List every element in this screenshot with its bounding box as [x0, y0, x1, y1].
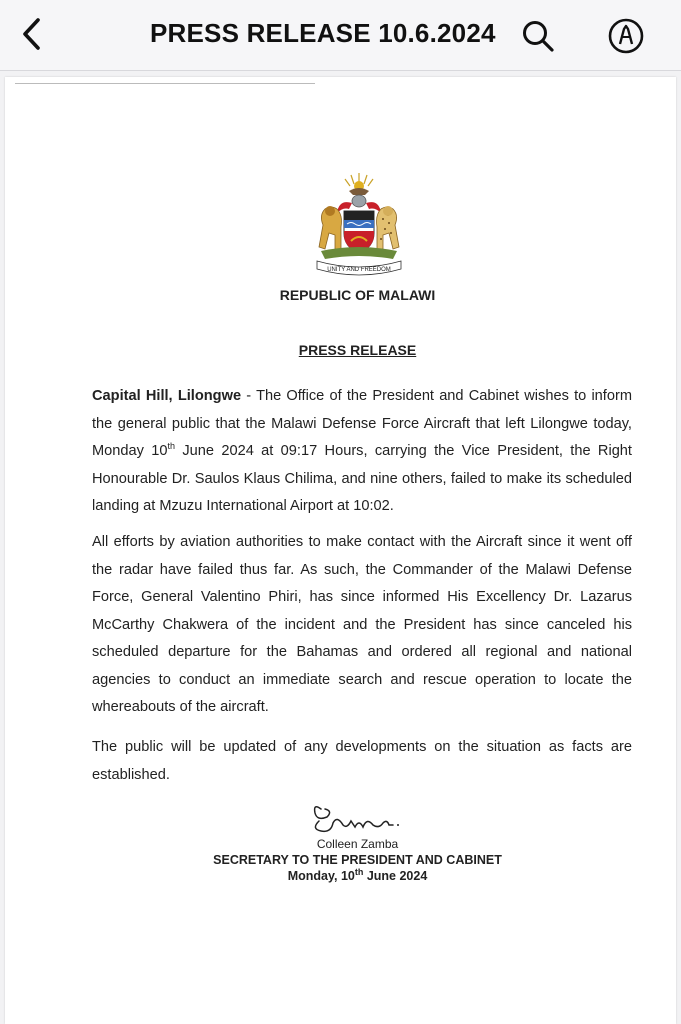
search-icon — [520, 18, 556, 54]
paragraph-3: The public will be updated of any developments on the situation as facts are established. — [92, 739, 632, 783]
dateline: Capital Hill, Lilongwe — [92, 388, 242, 404]
paragraph-1-part-a: - The Office of the President and Cabinet wishes to inform the general public that the Malawi Defense Force Aircraft that left Lilongwe today, Monday 10 — [92, 388, 632, 459]
markup-pen-icon — [607, 17, 645, 55]
search-button[interactable] — [518, 16, 558, 56]
paragraph-2: All efforts by aviation authorities to make contact with the Aircraft since it went off the radar have failed thus far. As such, the Commander of the Malawi Defense Force, General Valentino Phiri, has since informed His Excellency Dr. Lazarus McCarthy Chakwera of the incident and the President has since canceled his scheduled departure for the Bahamas and ordered all regional and national agencies to conduct an immediate search and rescue operation to locate the whereabouts of the aircraft. — [92, 534, 632, 715]
signature-block — [155, 799, 560, 884]
document-title: PRESS RELEASE 10.6.2024 — [150, 18, 496, 48]
republic-heading: REPUBLIC OF MALAWI — [279, 287, 436, 303]
date-part-a: Monday, 10 — [287, 869, 355, 883]
signer-title: SECRETARY TO THE PRESIDENT AND CABINET — [213, 853, 502, 867]
paragraph-1-part-b: June 2024 at 09:17 Hours, carrying the Vice President, the Right Honourable Dr. Saulos Klaus Chilima, and nine others, failed to make its scheduled landing at Mzuzu International Airport at 10:02. — [92, 443, 632, 514]
press-release-heading: PRESS RELEASE — [298, 342, 417, 358]
release-date — [155, 868, 560, 884]
chevron-left-icon — [21, 17, 43, 51]
page-divider — [15, 83, 315, 84]
ordinal-suffix: th — [167, 441, 176, 452]
document-page — [5, 77, 676, 1024]
markup-button[interactable] — [606, 16, 646, 56]
paragraph-1 — [92, 383, 632, 521]
date-part-b: June 2024 — [363, 869, 428, 883]
date-ordinal-suffix: th — [354, 866, 364, 877]
malawi-coat-of-arms-emblem — [303, 169, 415, 281]
emblem-motto: UNITY AND FREEDOM — [327, 267, 391, 273]
back-button[interactable] — [14, 14, 50, 54]
handwritten-signature — [303, 799, 413, 839]
signer-name: Colleen Zamba — [316, 837, 399, 851]
top-toolbar — [0, 0, 681, 71]
